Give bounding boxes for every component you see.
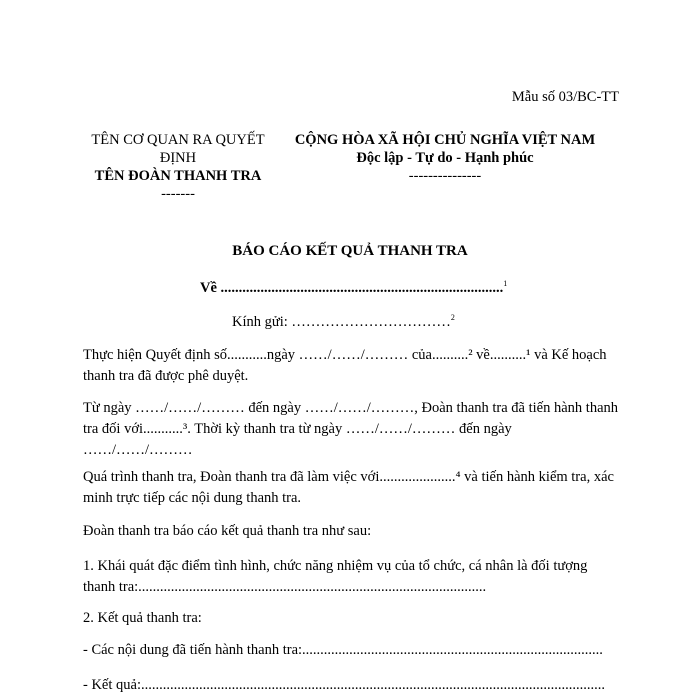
issuing-agency-header <box>78 131 278 203</box>
paragraph-intro: Đoàn thanh tra báo cáo kết quả thanh tra như sau: <box>83 523 372 539</box>
inspection-team-name: TÊN ĐOÀN THANH TRA <box>94 168 262 184</box>
left-header-rule: ------- <box>161 186 195 202</box>
footnote-marker: 1 <box>503 279 508 289</box>
national-header <box>288 131 602 185</box>
document-title: BÁO CÁO KẾT QUẢ THANH TRA <box>232 243 468 259</box>
section-overview: 1. Khái quát đặc điểm tình hình, chức năng nhiệm vụ của tổ chức, cá nhân là đối tượng thanh tra:................................................................................................ <box>83 558 588 595</box>
paragraph-process: Quá trình thanh tra, Đoàn thanh tra đã làm việc với.....................⁴ và tiến hành kiểm tra, xác minh trực tiếp các nội dung thanh tra. <box>83 469 614 506</box>
report-subject <box>200 280 507 297</box>
results-outcome-line: - Kết quả:................................................................................................................................ <box>83 677 605 693</box>
recipient-label: Kính gửi: …………………………… <box>232 314 451 330</box>
form-code: Mẫu số 03/BC-TT <box>511 89 619 105</box>
paragraph-period: Từ ngày ……/……/……… đến ngày ……/……/………, Đoàn thanh tra đã tiến hành thanh tra đối với...........³. Thời kỳ thanh tra từ ngày ……/……/……… đến ngày ……/……/……… <box>83 400 619 458</box>
report-subject-label: Về .............................................................................. <box>200 280 504 296</box>
national-motto: Độc lập - Tự do - Hạnh phúc <box>356 150 534 166</box>
agency-name: TÊN CƠ QUAN RA QUYẾT ĐỊNH <box>91 132 265 166</box>
right-header-rule: --------------- <box>408 168 482 184</box>
results-content-line: - Các nội dung đã tiến hành thanh tra:................................................................................... <box>83 642 603 658</box>
footnote-marker: 2 <box>450 313 455 323</box>
paragraph-decision: Thực hiện Quyết định số...........ngày ……/……/……… của..........² về..........¹ và Kế hoạch thanh tra đã được phê duyệt. <box>83 347 607 384</box>
nation-name: CỘNG HÒA XÃ HỘI CHỦ NGHĨA VIỆT NAM <box>294 132 596 148</box>
report-recipient <box>232 314 455 331</box>
section-results-heading: 2. Kết quả thanh tra: <box>83 610 202 626</box>
